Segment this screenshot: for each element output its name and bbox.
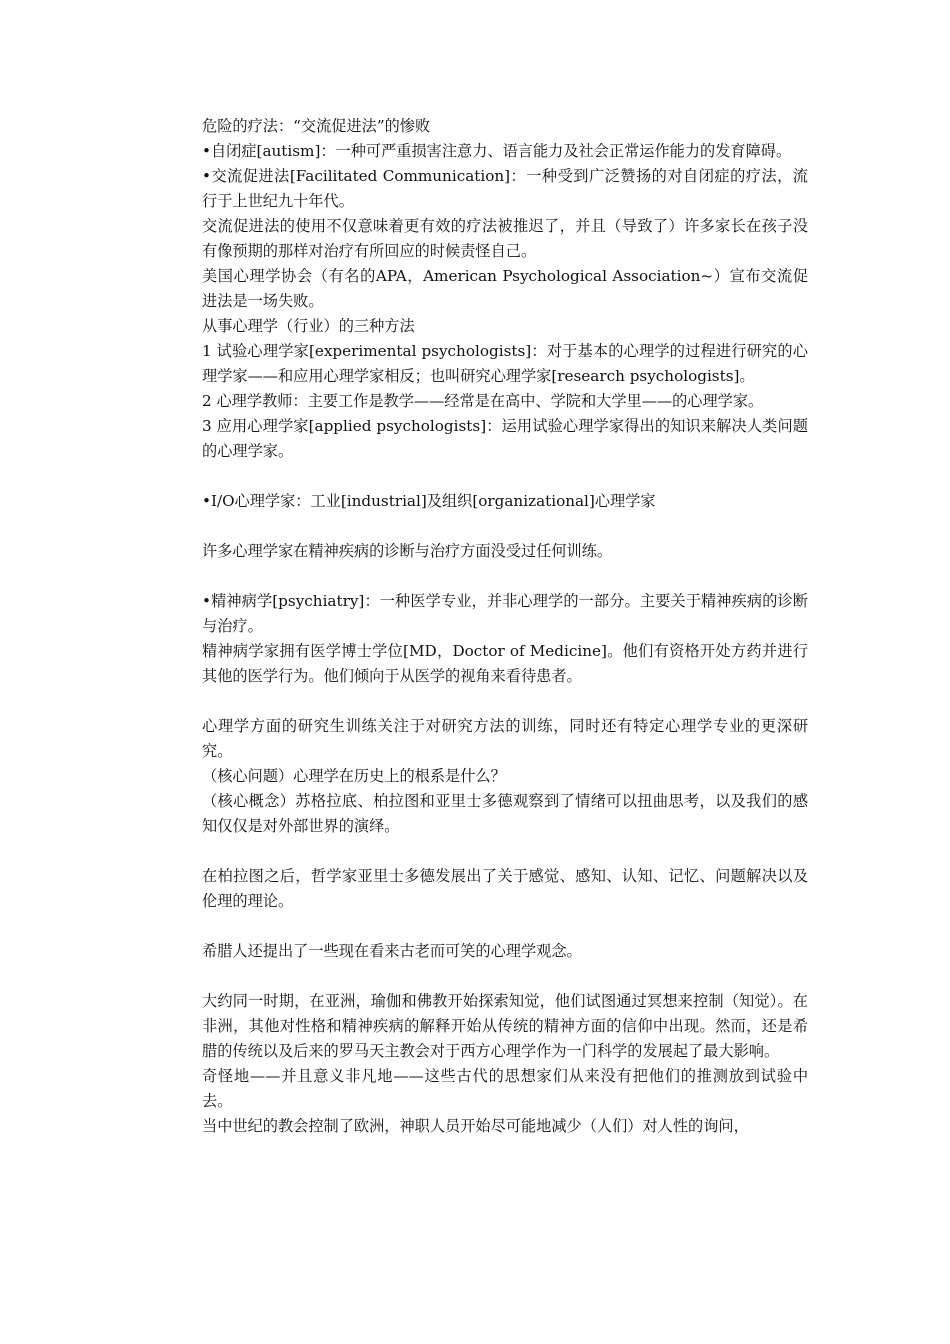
paragraph: 2 心理学教师：主要工作是教学——经常是在高中、学院和大学里——的心理学家。 (202, 392, 764, 410)
paragraph: 当中世纪的教会控制了欧洲，神职人员开始尽可能地减少（人们）对人性的询问， (202, 1117, 749, 1135)
paragraph: 奇怪地——并且意义非凡地——这些古代的思想家们从来没有把他们的推测放到试验中去。 (202, 1067, 808, 1110)
paragraph: 精神病学家拥有医学博士学位[MD，Doctor of Medicine]。他们有资格开处方药并进行其他的医学行为。他们倾向于从医学的视角来看待患者。 (202, 642, 808, 685)
blank-line (202, 914, 808, 939)
paragraph: •自闭症[autism]：一种可严重损害注意力、语言能力及社会正常运作能力的发育障碍。 (202, 142, 792, 160)
blank-line (202, 464, 808, 489)
blank-line (202, 839, 808, 864)
paragraph: 1 试验心理学家[experimental psychologists]：对于基本的心理学的过程进行研究的心理学家——和应用心理学家相反；也叫研究心理学家[research psychologists]。 (202, 342, 808, 385)
paragraph: •I/O心理学家：工业[industrial]及组织[organizational]心理学家 (202, 492, 656, 510)
paragraph: 交流促进法的使用不仅意味着更有效的疗法被推迟了，并且（导致了）许多家长在孩子没有像预期的那样对治疗有所回应的时候责怪自己。 (202, 217, 808, 260)
paragraph: 3 应用心理学家[applied psychologists]：运用试验心理学家得出的知识来解决人类问题的心理学家。 (202, 417, 808, 460)
paragraph: 美国心理学协会（有名的APA，American Psychological Association~）宣布交流促进法是一场失败。 (202, 267, 808, 310)
blank-line (202, 689, 808, 714)
paragraph: •交流促进法[Facilitated Communication]：一种受到广泛赞扬的对自闭症的疗法，流行于上世纪九十年代。 (202, 167, 808, 210)
paragraph: 希腊人还提出了一些现在看来古老而可笑的心理学观念。 (202, 942, 582, 960)
paragraph: •精神病学[psychiatry]：一种医学专业，并非心理学的一部分。主要关于精神疾病的诊断与治疗。 (202, 592, 808, 635)
paragraph: （核心问题）心理学在历史上的根系是什么？ (202, 767, 506, 785)
section-title: 危险的疗法：“交流促进法”的惨败 (202, 117, 431, 135)
section-title: 从事心理学（行业）的三种方法 (202, 317, 415, 335)
paragraph: （核心概念）苏格拉底、柏拉图和亚里士多德观察到了情绪可以扭曲思考，以及我们的感知仅仅是对外部世界的演绎。 (202, 792, 808, 835)
paragraph: 心理学方面的研究生训练关注于对研究方法的训练，同时还有特定心理学专业的更深研究。 (202, 717, 808, 760)
blank-line (202, 964, 808, 989)
paragraph: 在柏拉图之后，哲学家亚里士多德发展出了关于感觉、感知、认知、记忆、问题解决以及伦理的理论。 (202, 867, 808, 910)
document-body (202, 114, 808, 1139)
blank-line (202, 564, 808, 589)
paragraph: 许多心理学家在精神疾病的诊断与治疗方面没受过任何训练。 (202, 542, 613, 560)
blank-line (202, 514, 808, 539)
paragraph: 大约同一时期，在亚洲，瑜伽和佛教开始探索知觉，他们试图通过冥想来控制（知觉）。在非洲，其他对性格和精神疾病的解释开始从传统的精神方面的信仰中出现。然而，还是希腊的传统以及后来的罗马天主教会对于西方心理学作为一门科学的发展起了最大影响。 (202, 992, 808, 1060)
